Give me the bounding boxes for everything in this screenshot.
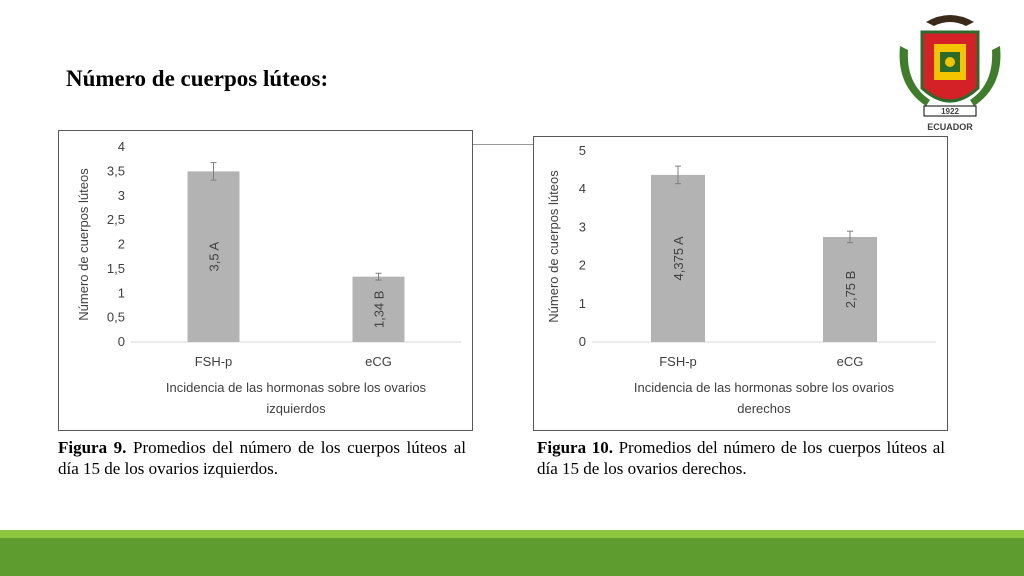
y-tick-label: 4 [117, 139, 125, 154]
data-label: 2,75 B [843, 270, 858, 309]
y-tick-label: 0 [578, 334, 586, 349]
y-tick-label: 3,5 [106, 163, 125, 179]
caption-text: Promedios del número de los cuerpos lúteos al día 15 de los ovarios izquierdos. [58, 438, 466, 478]
caption-text: Promedios del número de los cuerpos lúteos al día 15 de los ovarios derechos. [537, 438, 945, 478]
y-tick-label: 2 [117, 236, 125, 252]
y-axis-title: Número de cuerpos lúteos [76, 168, 91, 321]
x-axis-title-line: Incidencia de las hormonas sobre los ovarios [165, 380, 427, 395]
caption-label: Figura 9. [58, 438, 127, 457]
y-tick-label: 1,5 [106, 260, 125, 276]
x-axis-title-line: derechos [737, 401, 791, 416]
svg-text:1922: 1922 [941, 107, 959, 116]
bar-chart-left [59, 131, 474, 432]
connector-line [473, 144, 533, 145]
data-label: 3,5 A [206, 241, 222, 272]
caption-label: Figura 10. [537, 438, 613, 457]
ecuador-coat-of-arms-emblem [886, 6, 1014, 134]
data-label: 1,34 B [371, 290, 387, 329]
x-axis-title-line: Incidencia de las hormonas sobre los ovarios [633, 380, 895, 395]
x-axis-title-line: izquierdos [266, 401, 326, 416]
chart-left-izquierdos [58, 130, 473, 431]
data-label: 4,375 A [671, 236, 686, 281]
x-tick-label: FSH-p [194, 354, 233, 369]
y-tick-label: 0 [117, 334, 125, 349]
y-tick-label: 1 [578, 295, 586, 311]
svg-text:ECUADOR: ECUADOR [927, 122, 973, 132]
x-tick-label: eCG [836, 354, 864, 369]
figure-9-caption [58, 437, 466, 479]
x-tick-label: FSH-p [659, 354, 697, 369]
figure-10-caption [537, 437, 945, 479]
y-tick-label: 2 [578, 257, 586, 273]
bar-chart-right [534, 137, 949, 432]
slide-title: Número de cuerpos lúteos: [66, 66, 329, 91]
y-tick-label: 5 [578, 143, 586, 158]
y-tick-label: 3 [578, 219, 586, 235]
footer-band-light [0, 530, 1024, 538]
y-tick-label: 3 [117, 187, 125, 203]
y-tick-label: 4 [578, 181, 586, 197]
chart-right-derechos [533, 136, 948, 431]
y-tick-label: 0,5 [106, 309, 125, 325]
x-tick-label: eCG [365, 354, 392, 369]
y-axis-title: Número de cuerpos lúteos [546, 170, 561, 323]
y-tick-label: 1 [117, 285, 125, 301]
y-tick-label: 2,5 [106, 212, 125, 228]
footer-band-dark [0, 538, 1024, 576]
